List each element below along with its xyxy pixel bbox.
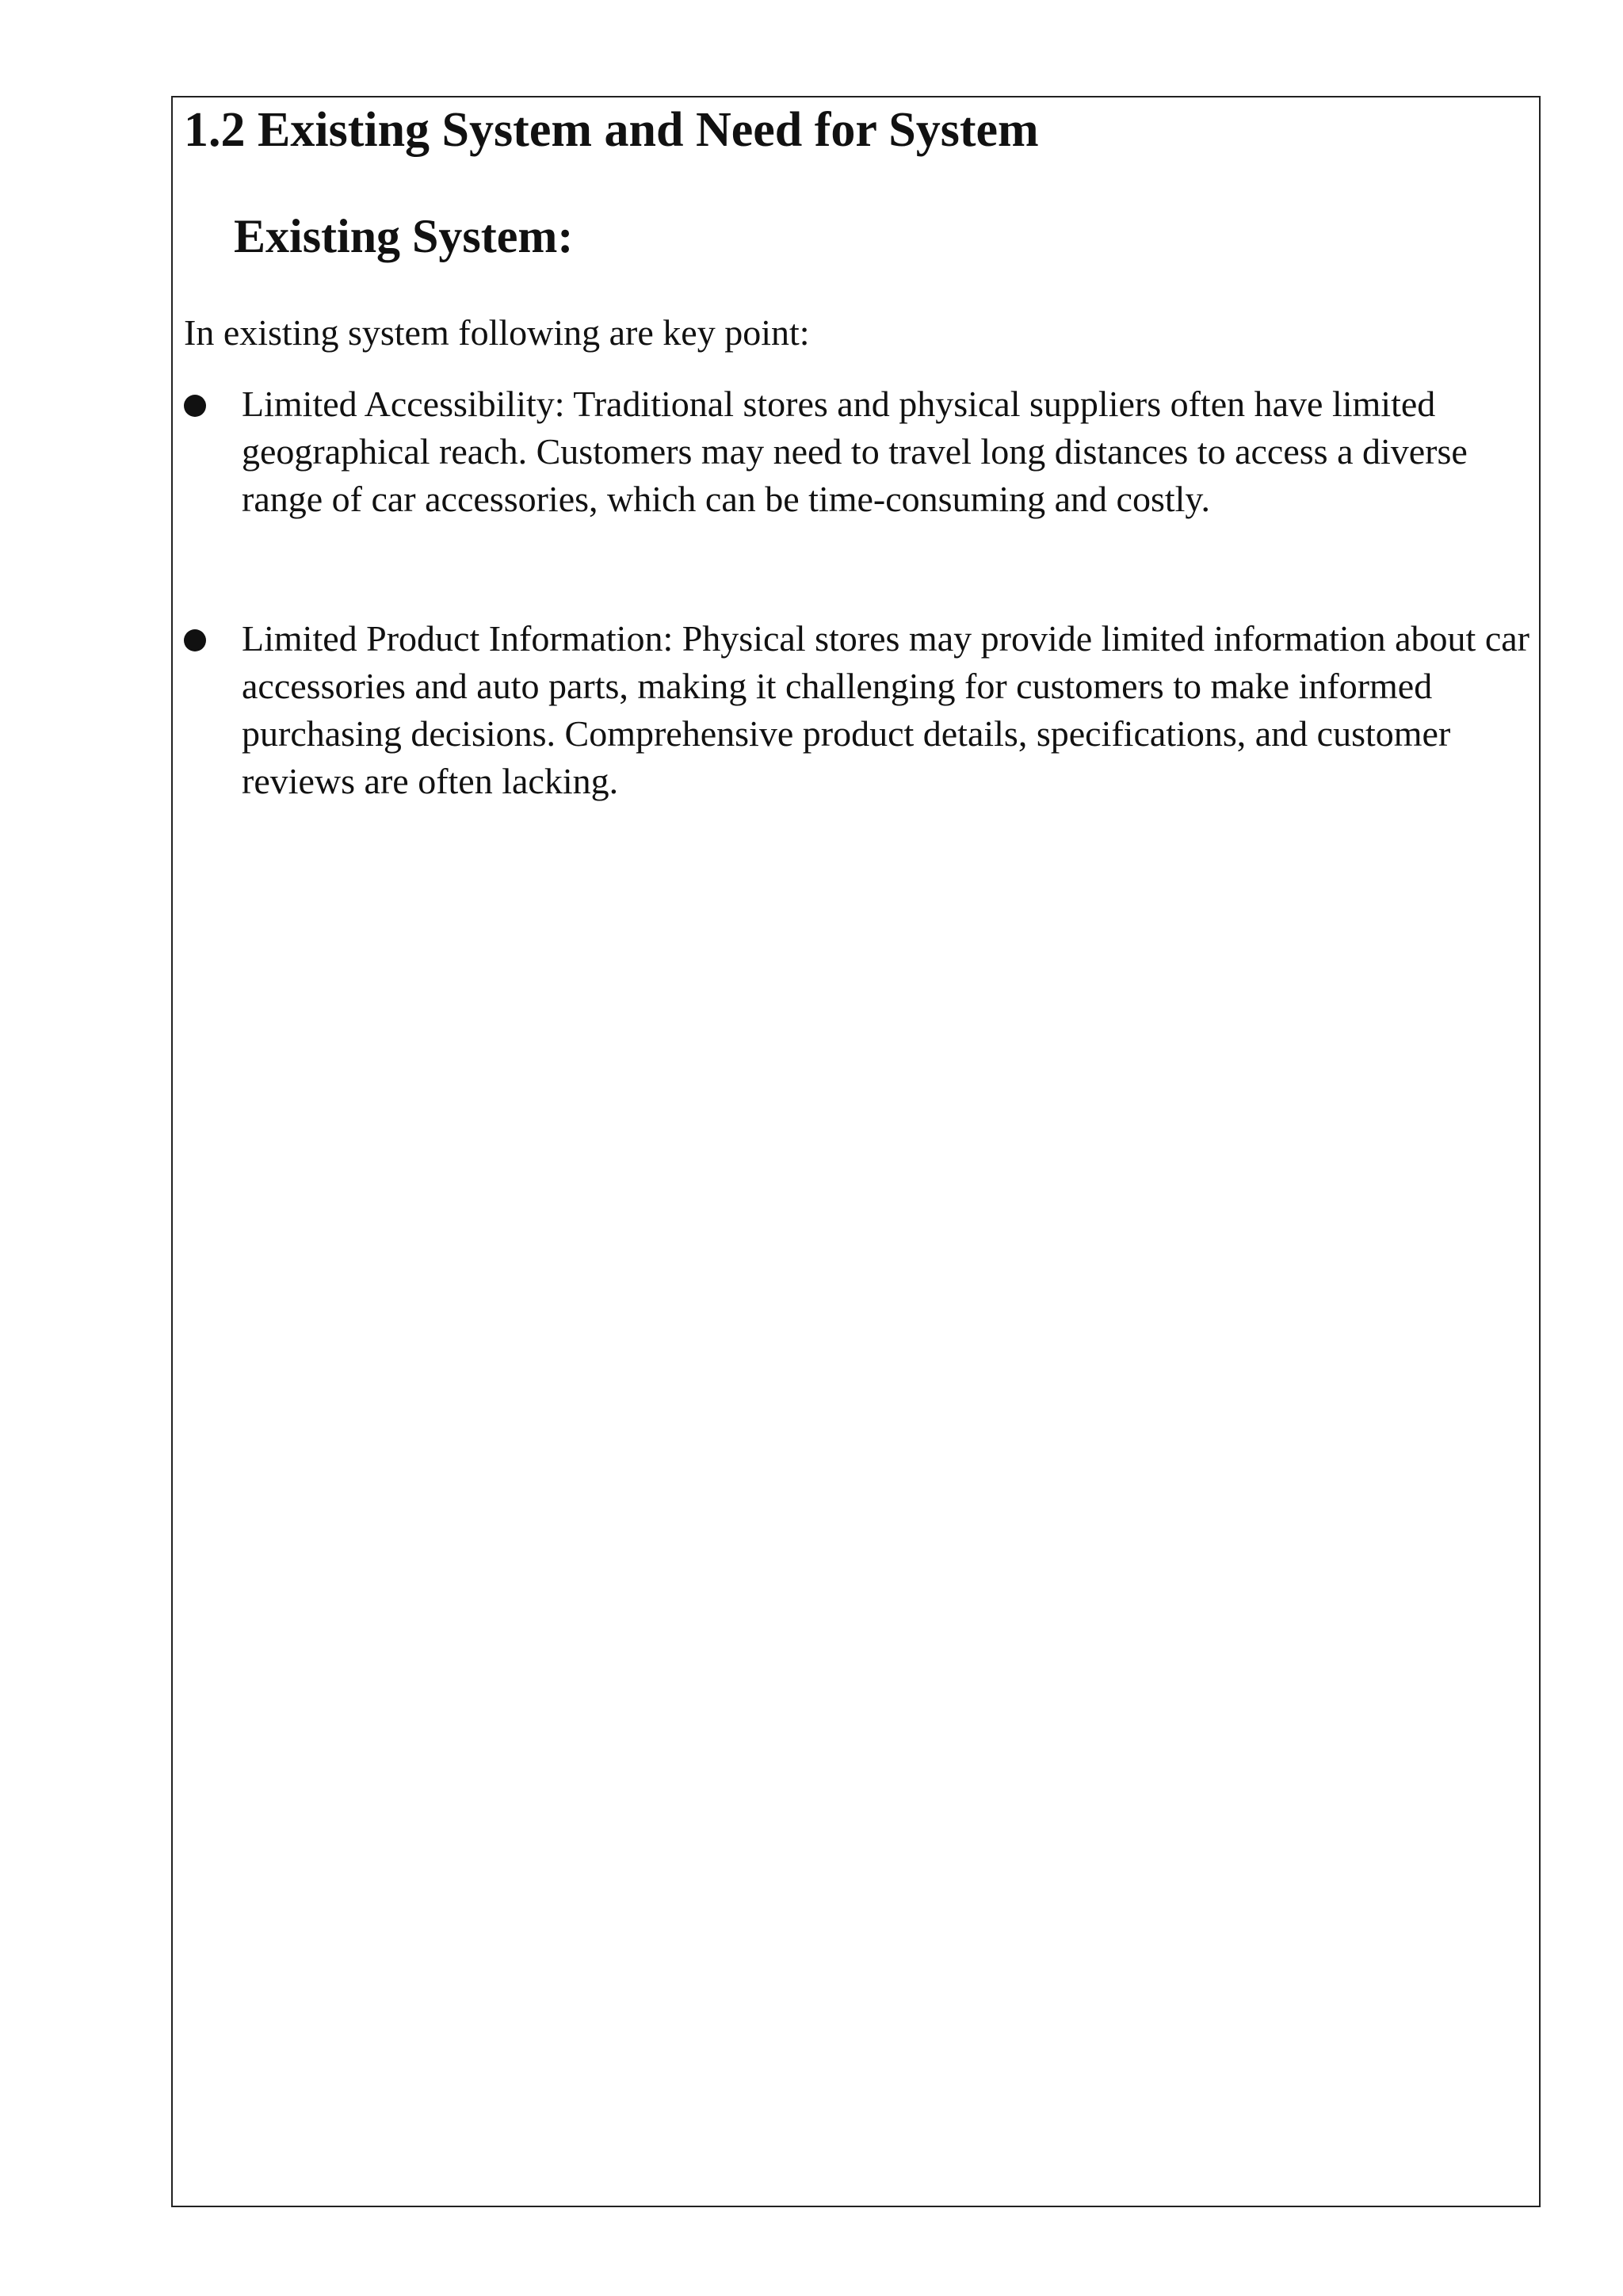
intro-paragraph: In existing system following are key point: xyxy=(184,312,810,353)
bullet-item-limited-product-information xyxy=(184,615,1531,805)
bullet-text: Limited Product Information: Physical stores may provide limited information about car accessories and auto parts, making it challenging for customers to make informed purchasing decisions. Comprehensive product details, specifications, and customer reviews are often lacking. xyxy=(242,618,1529,801)
bullet-item-limited-accessibility xyxy=(184,380,1531,523)
bullet-icon xyxy=(184,395,206,417)
bullet-icon xyxy=(184,629,206,651)
existing-system-heading: Existing System: xyxy=(234,210,574,262)
bullet-text: Limited Accessibility: Traditional stores and physical suppliers often have limited geographical reach. Customers may need to travel long distances to access a diverse range of car accessories, which can be time-consuming and costly. xyxy=(242,384,1468,519)
section-heading: 1.2 Existing System and Need for System xyxy=(184,103,1039,157)
